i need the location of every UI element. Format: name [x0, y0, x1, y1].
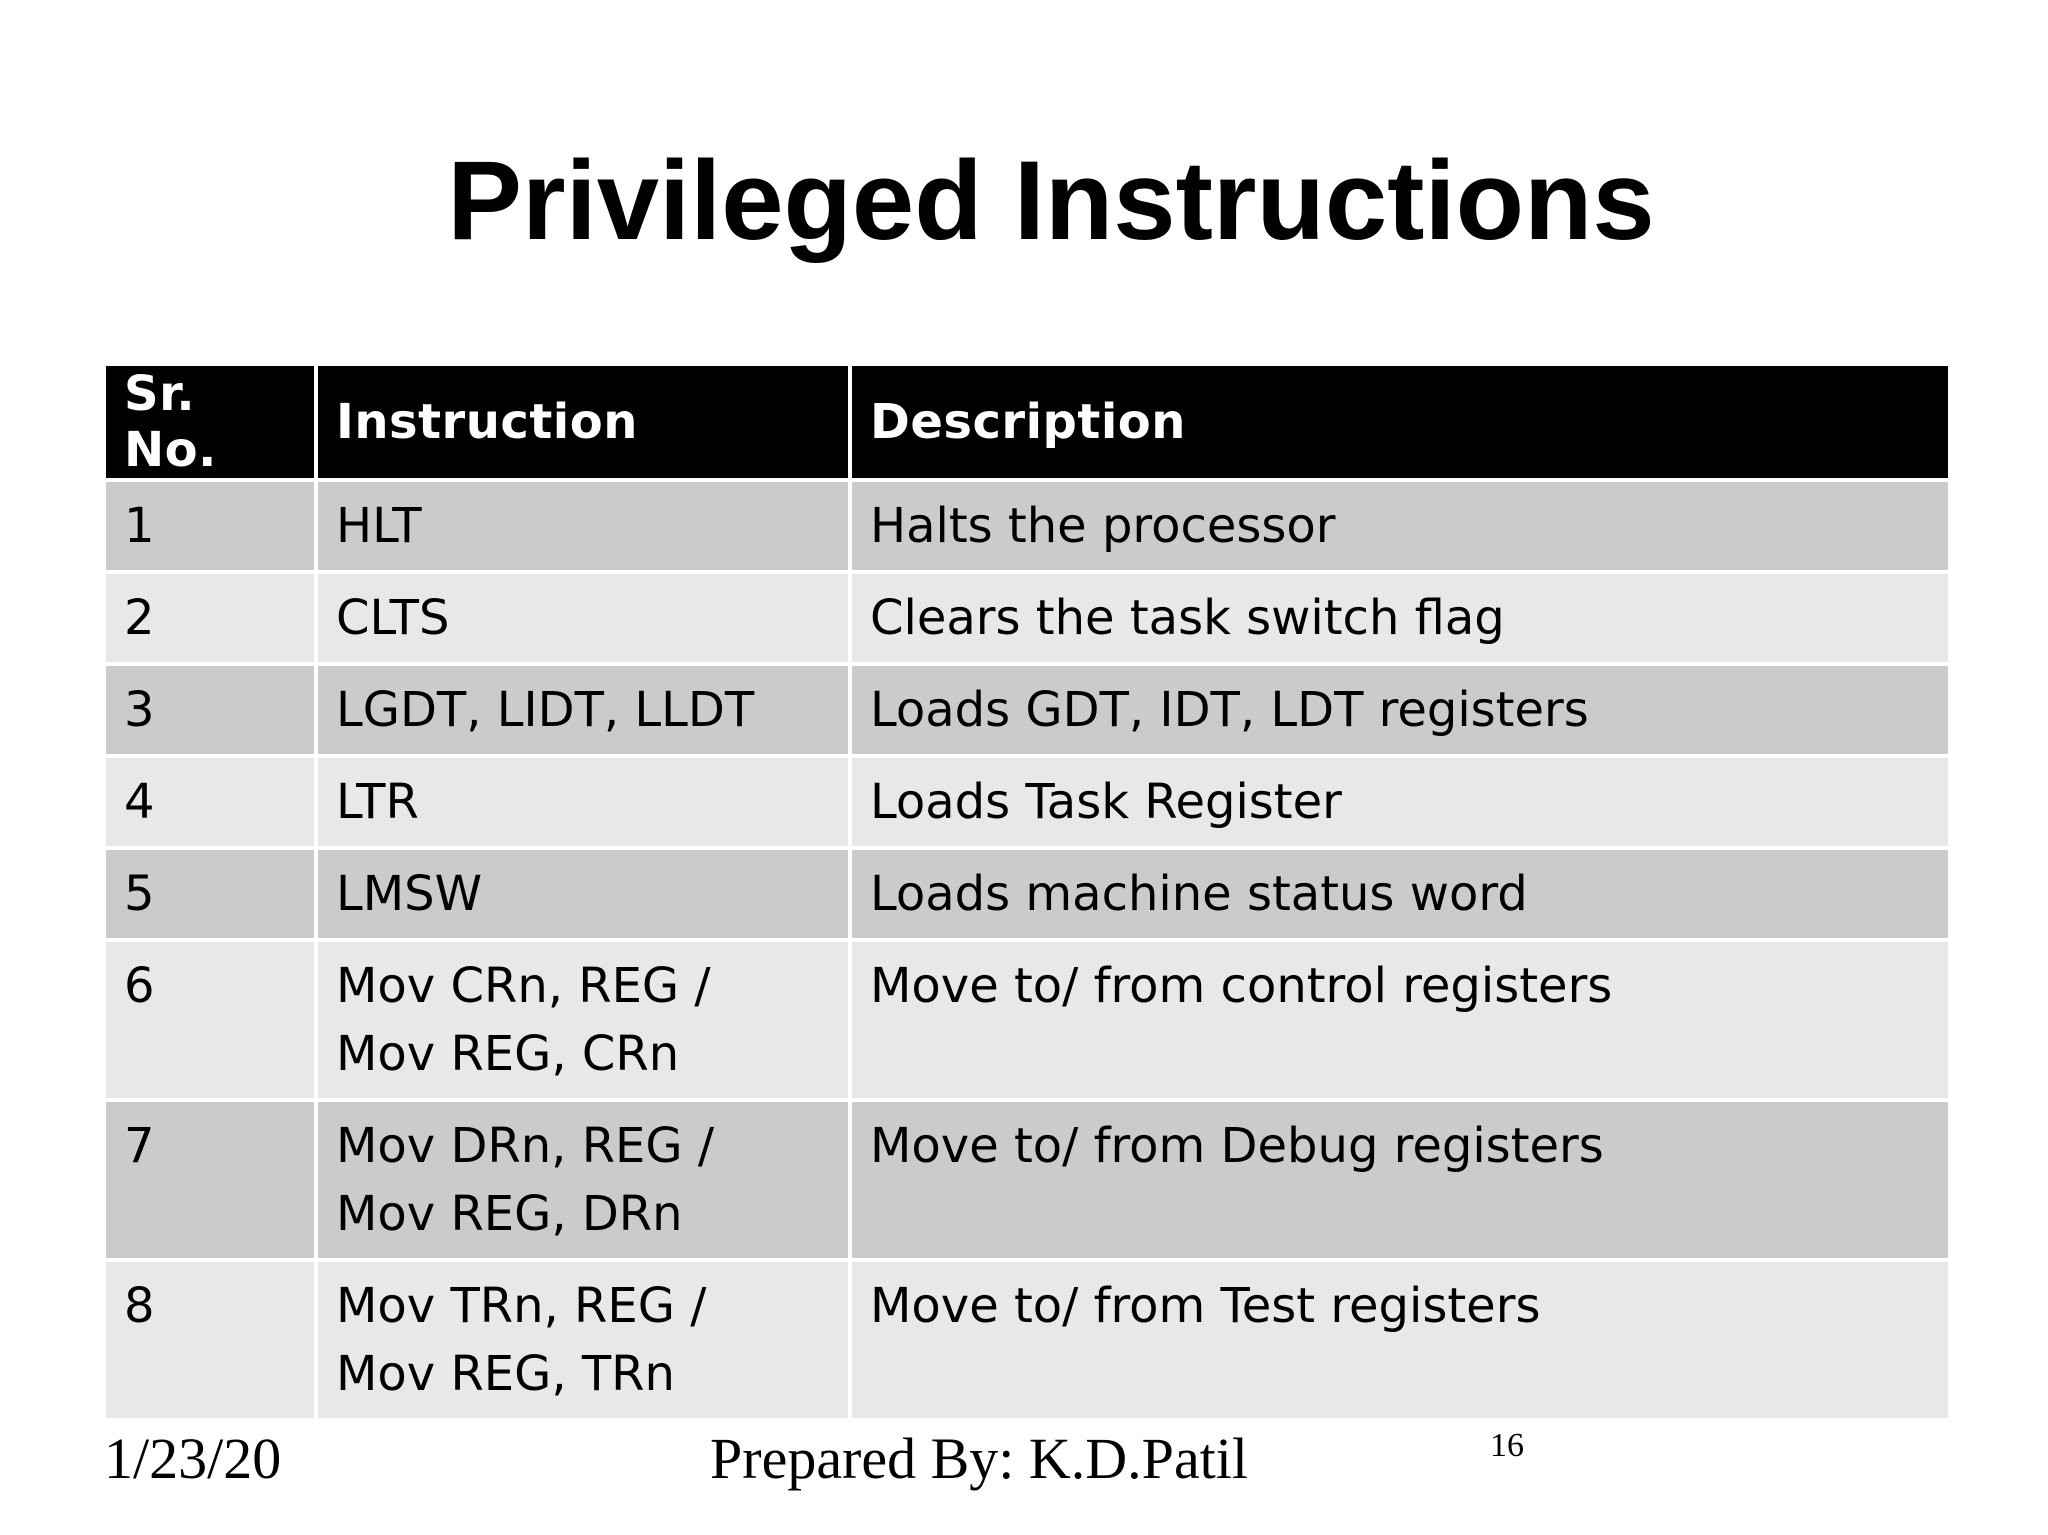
- instructions-table: [102, 362, 1952, 1422]
- slide-title: Privileged Instructions: [447, 138, 1655, 263]
- cell-instruction: [318, 574, 848, 662]
- cell-instruction: [318, 482, 848, 570]
- instructions-table-container: [102, 362, 1952, 1422]
- instruction-line: Mov TRn, REG /: [336, 1278, 707, 1334]
- instruction-line: Mov REG, DRn: [336, 1186, 683, 1242]
- header-instruction: Instruction: [318, 366, 848, 478]
- instruction-line: Mov DRn, REG /: [336, 1118, 714, 1174]
- cell-sr-no: 1: [106, 482, 314, 570]
- cell-description: Clears the task switch flag: [852, 574, 1948, 662]
- table-header-row: [106, 366, 1948, 478]
- cell-instruction: [318, 758, 848, 846]
- cell-description: Move to/ from control registers: [852, 942, 1948, 1098]
- instruction-line: Mov CRn, REG /: [336, 958, 711, 1014]
- instruction-line: HLT: [336, 498, 422, 554]
- cell-description: Loads Task Register: [852, 758, 1948, 846]
- footer-page-number: 16: [1490, 1427, 1524, 1464]
- cell-instruction: [318, 666, 848, 754]
- cell-sr-no: 2: [106, 574, 314, 662]
- footer-date: 1/23/20: [104, 1426, 282, 1491]
- cell-sr-no: 8: [106, 1262, 314, 1418]
- cell-sr-no: 5: [106, 850, 314, 938]
- instruction-line: LTR: [336, 774, 419, 830]
- cell-description: Halts the processor: [852, 482, 1948, 570]
- cell-sr-no: 3: [106, 666, 314, 754]
- table-row: [106, 1262, 1948, 1418]
- table-row: [106, 850, 1948, 938]
- instruction-line: Mov REG, CRn: [336, 1026, 680, 1082]
- cell-description: Loads GDT, IDT, LDT registers: [852, 666, 1948, 754]
- table-row: [106, 666, 1948, 754]
- cell-sr-no: 6: [106, 942, 314, 1098]
- cell-instruction: [318, 1262, 848, 1418]
- table-row: [106, 482, 1948, 570]
- instruction-line: Mov REG, TRn: [336, 1346, 675, 1402]
- cell-description: Loads machine status word: [852, 850, 1948, 938]
- footer-author: Prepared By: K.D.Patil: [710, 1426, 1249, 1491]
- table-row: [106, 574, 1948, 662]
- instruction-line: LMSW: [336, 866, 483, 922]
- header-sr-no: Sr. No.: [106, 366, 314, 478]
- cell-sr-no: 7: [106, 1102, 314, 1258]
- cell-instruction: [318, 1102, 848, 1258]
- table-row: [106, 1102, 1948, 1258]
- cell-description: Move to/ from Debug registers: [852, 1102, 1948, 1258]
- cell-instruction: [318, 942, 848, 1098]
- cell-description: Move to/ from Test registers: [852, 1262, 1948, 1418]
- instruction-line: LGDT, LIDT, LLDT: [336, 682, 755, 738]
- table-row: [106, 758, 1948, 846]
- cell-instruction: [318, 850, 848, 938]
- table-row: [106, 942, 1948, 1098]
- header-description: Description: [852, 366, 1948, 478]
- cell-sr-no: 4: [106, 758, 314, 846]
- instruction-line: CLTS: [336, 590, 450, 646]
